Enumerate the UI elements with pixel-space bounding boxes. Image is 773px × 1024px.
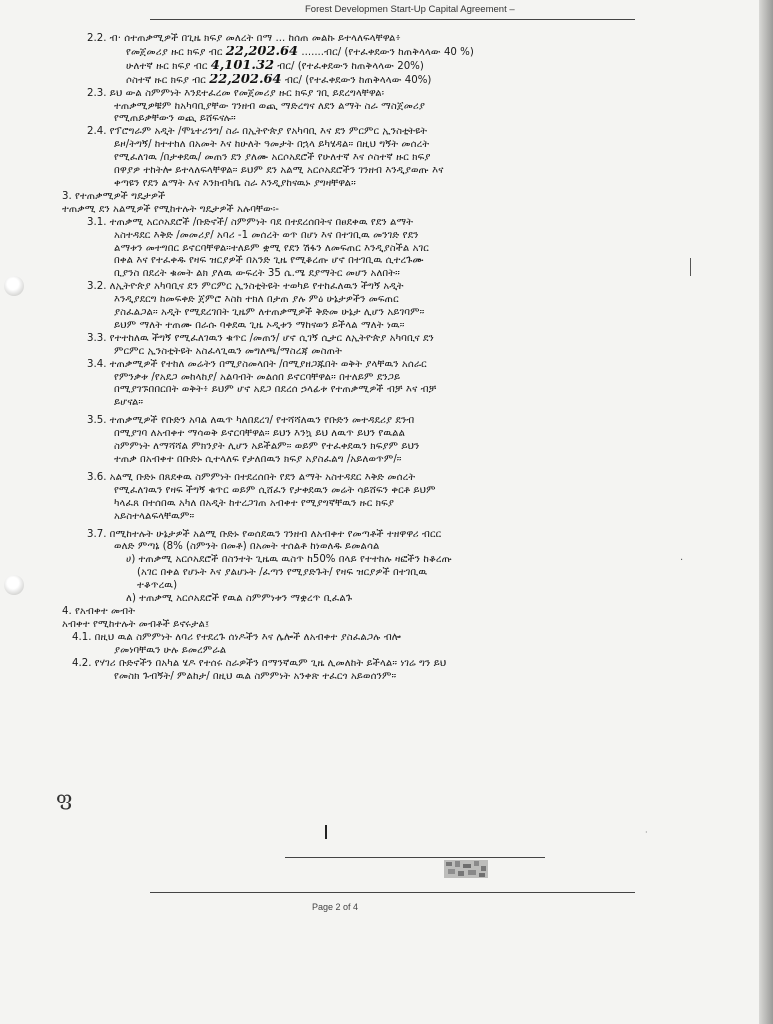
text-line: የሚጠይቃቸውን ወጪ ይሸፍናሉ። bbox=[114, 113, 236, 125]
text-line: 3.6. አልሚ ቡድኑ በጸደቀዉ ስምምነት በተደረሰበት የደን ልማት አስተዳደር እቅድ መሰረት bbox=[87, 471, 416, 483]
text-line: 3.3. የተተከለዉ ችግኝ የሚፈለገዉን ቁጥር /መጠን/ ሆኖ ሲገኝ ሲታር ለኢትዮጵያ አካባቢና ደን bbox=[87, 332, 434, 344]
text-line bbox=[62, 74, 650, 88]
signature-line bbox=[285, 857, 545, 858]
text-line: 2.2. ብ· ሰተጠቃሚዎች በጊዜ ክፍያ መለረት በማ ... ከሰጠ መልኩ ይተላለፍላቸዋል፥ bbox=[87, 33, 401, 44]
stamp-blot bbox=[443, 858, 489, 880]
text-line: 3.2. ለኢትዮጵያ አካባቢና ደን ምርምር ኢንስቲትዩት ተወካይ የተከፈለዉን ችግኝ አዲት bbox=[87, 281, 404, 293]
text-line: በሚያገባ ለአብቀተ ማሳወቅ ይኖርባቸዋል። ይህን እንኳ ይህ ለዉጥ ይህን የዉልል bbox=[114, 428, 406, 440]
text-line: ተቆጥረዉ) bbox=[137, 580, 178, 592]
page-header: Forest Developmen Start-Up Capital Agreement – bbox=[305, 4, 515, 15]
text-line: 2.4. የፕሮግራም አዲት /ሞኒተሪንግ/ ስራ በኢትዮጵያ የአካባቢ እና ደን ምርምር ኢንስቲትዩት bbox=[87, 126, 428, 138]
text-line bbox=[62, 60, 650, 74]
text-line: ስምምነት ለማሻሻል ምክንያት ሊሆን አይችልም። ወይም የተፈቀደዉን ክፍያም ይህን bbox=[114, 441, 420, 453]
text-line: ሀ) ተጠቃሚ አርሶአደሮች በስንተት ጊዜዉ ዉስጥ ከ50% በላይ የተተከሉ ዛፎችን ከቆረጡ bbox=[126, 554, 452, 566]
speck-mark: · bbox=[645, 828, 648, 837]
section-heading: 3. የተጠቃሚዎች ግዴታዎች bbox=[62, 190, 166, 202]
signature-mark bbox=[325, 825, 327, 839]
text-line: ምርምር ኢንስቲትዩት አስፈላጊዉን መግለጫ/ማስረጃ መስጠት bbox=[114, 345, 342, 357]
text-segment: ብር/ (የተፈቀደውን ከጠቅላላው 20%) bbox=[277, 60, 424, 72]
handwritten-amount: 22,202.64 bbox=[209, 73, 282, 87]
footer-rule bbox=[150, 892, 635, 893]
margin-pen-mark bbox=[690, 258, 691, 276]
agreement-body bbox=[62, 33, 650, 683]
text-line: እንዲያደርግ ከመፍቀድ ጀምሮ እስከ ተክለ በታጠ ያሉ ምዕ ሁኔታዎችን መፍጠር bbox=[114, 294, 399, 306]
text-segment: ሁለተኛ ዙር ክፍያ ብር bbox=[126, 60, 208, 72]
text-line: ለ) ተጠቃሚ አርሶአደሮች የዉል ስምምነቱን ማቋረጥ ቢፈልጉ bbox=[126, 593, 353, 605]
text-segment: .......ብር/ (የተፈቀደውን ከጠቅላላው 40 %) bbox=[301, 46, 474, 58]
text-line: ያስፈልጋል። አዲት የሚደረገበት ጊዜም ለተጠቃሚዎች ቅድመ ሁኔታ ሊሆን አይገባም። bbox=[114, 307, 425, 319]
text-line: 3.5. ተጠቃሚዎች የቡድን አባል ለዉጥ ካለበደረገ/ የተሻሻለዉን የቡድን መተዳደሪያ ደንብ bbox=[87, 415, 415, 427]
text-line: ልማቱን መተግበር ይኖርባቸዋል።ተለይም ቋሚ የደን ሽፋን ለመፍጠር እንዲያስችል አገር bbox=[114, 242, 429, 254]
text-line: ይሆናል። bbox=[114, 397, 144, 409]
scribble-mark: ფ bbox=[56, 786, 73, 810]
margin-dot-mark: · bbox=[680, 555, 684, 566]
text-line: አብቀተ የሚከተሉት መብቶች ይኖሩታል፤ bbox=[62, 618, 210, 630]
text-line: የሚፈለገዉ /በታቀደዉ/ መጠን ደን ያለሙ አርሶአደሮች የሁለተኛ እና ሶስተኛ ዙር ክፍያ bbox=[114, 152, 431, 164]
text-line: 2.3. ይህ ውል ስምምነት እንደተፈረመ የመጀመሪያ ዙር ክፍያ ገቢ ይደረግላቸዋል፡ bbox=[87, 87, 385, 99]
text-line: 3.7. በሚከተሉት ሁኔታዎች አልሚ ቡድኑ የወሰደዉን ገንዘብ ለአብቀተ የመጣቶች ተዘዋዋሪ ብርር bbox=[87, 528, 442, 540]
text-line: በዋያዎ ተከትሎ ይተላለፍላቸዋል። ይህም ደን አልሚ አርሶአደሮችን ገንዘብ እንዲያወጡ እና bbox=[114, 165, 444, 177]
text-line: 3.4. ተጠቃሚዎች የተከለ መሬትን በሚያስመላበት /በሚያዘጋጁበት ወቅት ያላቸዉን አሰራር bbox=[87, 358, 427, 370]
text-line: ቢያንስ በደረት ቁመት ልክ ያለዉ ውፍረት 35 ሴ.ሜ ደያማትር መሆን አለበት። bbox=[114, 268, 400, 280]
text-line: 4.2. የሃገሪ ቡድኖችን በአካል ሄዶ የተሰሩ ስራዎችን በማንኛዉም ጊዜ ሊመለከት ይችላል። ነገሬ ግን ይህ bbox=[72, 657, 447, 669]
page-number: Page 2 of 4 bbox=[312, 902, 359, 912]
section-heading: 4. የአብቀተ መብት bbox=[62, 605, 136, 617]
text-segment: ብር/ (የተፈቀደውን ከጠቅላላው 40%) bbox=[284, 74, 432, 86]
handwritten-amount: 4,101.32 bbox=[210, 59, 275, 73]
text-line: ወለድ ምጣኔ (8% (ስምንት በመቶ) በአመት ተሰልቶ ከነወለዱ ይመልሳል bbox=[114, 541, 380, 553]
text-line bbox=[62, 46, 650, 60]
text-line: ቀጣዩን የደን ልማት እና እንክብካቤ ስራ እንዲያከናዉኑ ያግዛቸዋል። bbox=[114, 177, 356, 189]
text-line: አይስተላልፍላቸዉም። bbox=[114, 510, 195, 522]
handwritten-amount: 22,202.64 bbox=[225, 45, 299, 59]
text-line: የመስክ ጉብኝት/ ምልከታ/ በዚህ ዉል ስምምነት አንቀጽ ተፈርጎ አይወሰንም። bbox=[114, 670, 397, 682]
text-line: የምንቃቱ /የአደጋ መከላከያ/ አልባብት መልሰበ ይኖርባቸዋል። በተለይም ደንጋይ bbox=[114, 371, 401, 383]
text-line: አስተዳደር እቅድ /መመሪያ/ አባሪ -1 መሰረት ወጥ በሆነ እና በተገቢዉ መንገድ የደን bbox=[114, 229, 419, 241]
page-edge-shadow bbox=[759, 0, 773, 1024]
text-line: ይዞ/ትግኝ/ ከተተከለ በአመት እና ከሁለት ዓመታት በኋላ ይካሄዳል። በዚህ ግኝት መሰረት bbox=[114, 139, 430, 151]
text-line: 4.1. በዚህ ዉል ስምምነት ለባሪ የተደረጉ ሰነዶችን እና ሌሎች ለአብቀተ ያስፈልጋሉ ብሎ bbox=[72, 631, 402, 643]
text-line: በሚያገኙበበርበት ወቅት፥ ይህም ሆኖ አደጋ በደረሰ ኃላፊቱ የተጠቃሚዎች ብቻ እና ብቻ bbox=[114, 384, 437, 396]
text-line: ተጠቃሚ ደን አልሚዎች የሚከተሉት ግዴታዎች አሉባቸው፡- bbox=[62, 203, 279, 215]
text-line: ተጠቃ በአብቀተ በቡድኑ ሲተላለፍ የታለበዉን ክፍያ አያስፈልግ /አይለወጥም/። bbox=[114, 454, 402, 465]
text-line: (አገር በቀል የሆኑት እና ያልሆኑት /ፈጣን የሚያድጉት/ የዛፍ ዝርያዎች በተገቢዉ bbox=[137, 567, 428, 579]
text-segment: የመጀመሪያ ዙር ክፍያ ብር bbox=[126, 46, 223, 58]
punch-hole-bottom bbox=[4, 575, 24, 595]
text-segment: ሶስተኛ ዙር ክፍያ ብር bbox=[126, 74, 206, 86]
text-line: ተጠቃሚዎቹም ከአካባቢያቸው ገንዘብ ወጪ ማድረግና ለደን ልማት ስራ ማስጀመሪያ bbox=[114, 100, 426, 112]
text-line: 3.1. ተጠቃሚ አርሶአደሮች /ቡድኖች/ ስምምነት ባደ በተደረሰበትና በፀደቀዉ የደን ልማት bbox=[87, 216, 414, 228]
text-line: ያመነባቸዉን ሁሉ ይመረምራል bbox=[114, 644, 227, 656]
text-line: በቀል እና የተፈቀዱ የዛፍ ዝርያዎች በአንድ ጊዜ የሚቆረጡ ሆኖ በተገቢዉ ሲተረጉሙ bbox=[114, 255, 424, 267]
header-rule bbox=[150, 19, 635, 20]
punch-hole-top bbox=[4, 276, 24, 296]
text-line: ይህም ማለት ተጠሙ በራሱ ባቀደዉ ጊዜ ኦዲቱን ማከናወን ይችላል ማለት ነዉ። bbox=[114, 319, 405, 331]
text-line: የሚፈለገዉን የዛፍ ችግኝ ቁጥር ወይም ሲሸፈን የታቀደዉን መሬት ሳይሸፍን ቀርቶ ይህም bbox=[114, 484, 436, 496]
text-line: ካላፈጸ በተሰበዉ አካለ በአዲት ከተረጋገጠ አብቀተ የሚያግኛቸዉን ዙር ክፍያ bbox=[114, 497, 395, 509]
